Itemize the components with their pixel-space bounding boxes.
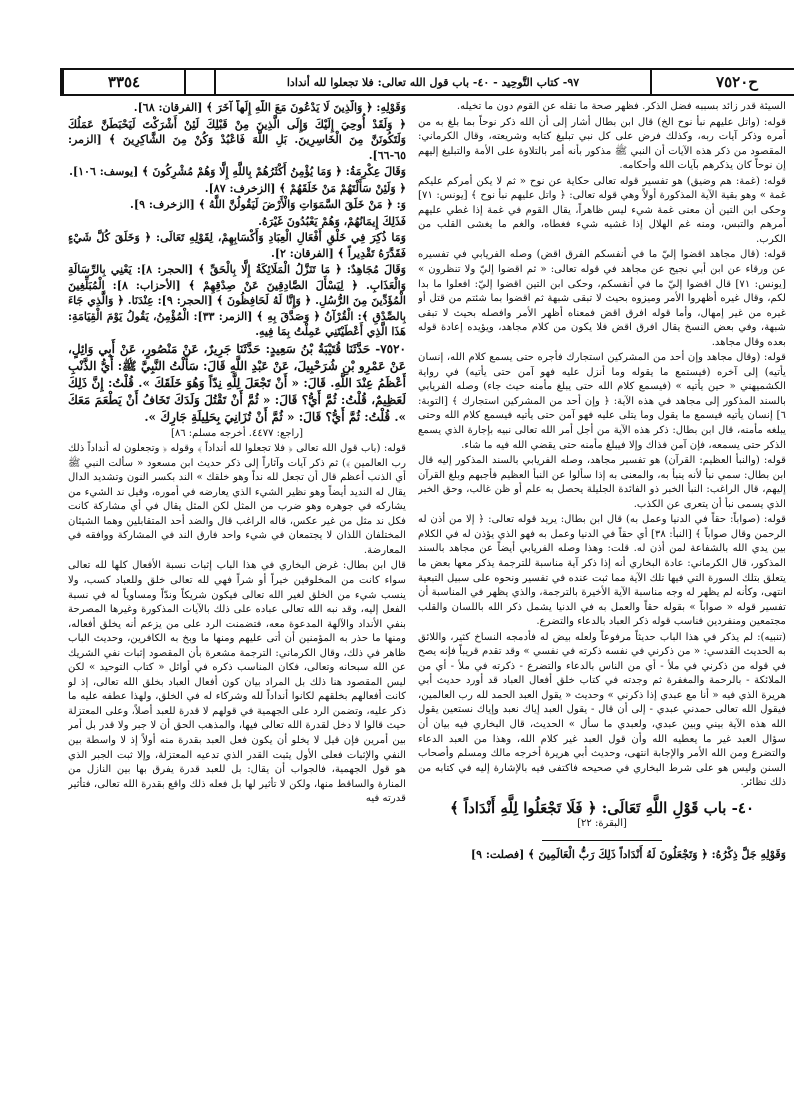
commentary-paragraph: (تنبيه): لم يذكر في هذا الباب حديثاً مرفوعاً ولعله بيض له فأدمجه النساخ كثير، واللائق به الحديث القدسي: « من ذكرني في نفسه ذكرته في نفسي » وقد تقدم قريباً فإنه يصح في قوله من ذكرني في ملأ - أي من الناس بالدعاء والتضرع - ذكرته في ملأ - أي من الملائكة - بالرحمة والمغفرة ثم وجدته في كتاب خلق أفعال العباد قد أورد حديث أبي هريرة الذي فيه « أنا مع عبدي إذا ذكرني » وحديث « يقول العبد الحمد لله رب العالمين، فيقول الله تعالى حمدني عبدي - إلى أن قال - يقول العبد إياك نعبد وإياك نستعين يقول الله هذه الآية بيني وبين عبدي، ولعبدي ما سأل » الحديث، قال البخاري فيه بيان أن سؤال العبد غير ما يعطيه الله وأن قول العبد غير كلام الله، وهذا من العبد الدعاء والتضرع ومن الله الأمر والإجابة انتهى، وحديث أبي هريرة أخرجه مالك ومسلم وأصحاب السنن وليس هو على شرط البخاري في صحيحه فاكتفى فيه بالإشارة إليه في كتابه من ذلك نظائر. xyxy=(418,631,786,789)
header-divider-cell xyxy=(184,70,214,94)
commentary-paragraph: قوله: (واتل عليهم نبأ نوح الخ) قال ابن بطال أشار إلى أن الله ذكر نوحاً بما بلغ به من أمره وذكر آيات ربه، وكذلك فرض على كل نبي تبليغ كتابه وشريعته، وقال الكرماني: المقصود من ذكر هذه الآيات أن النبي ﷺ مذكور بأنه أمر بالتلاوة على الأمة والتبليغ إليهم إن نوحاً كان يذكرهم بآيات الله وأحكامه. xyxy=(418,116,786,172)
commentary-paragraph: السيئة قدر زائد بسببه فضل الذكر. فظهر صحة ما نقله عن القوم دون ما تخيله. xyxy=(456,101,786,112)
commentary-paragraph: قوله: (والنبأ العظيم: القرآن) هو تفسير مجاهد، وصله الفريابي بالسند المذكور إليه قال ابن بطال: سمي نبأ لأنه ينبأ به، والمعنى به إذا سألوا عن النبأ العظيم فأجبهم وبلغ القرآن إليهم، قال الراغب: النبأ الخبر ذو الفائدة الجليلة يحصل به علم أو ظن غالب، وحق الخبر الذي يسمى نبأ أن يتعرى عن الكذب. xyxy=(418,455,786,510)
matn-verse: فَذَلِكَ إِيمَانُهُمْ، وَهُمْ يَعْبُدُونَ غَيْرَهُ. xyxy=(258,214,406,228)
commentary-paragraph: قوله: (باب قول الله تعالى ﴿ فلا تجعلوا لله أنداداً ﴾ وقوله ﴿ وتجعلون له أنداداً ذلك رب العالمين ﴾) ثم ذكر آيات وآثاراً إلى ذكر حديث ابن مسعود « سألت النبي ﷺ أي الذنب أعظم قال أن تجعل لله نداً وهو خلقك » الند بكسر النون وتشديد الدال يقال له النديد أيضاً وهو نظير الشيء الذي يعارضه في أموره، وقيل ند الشيء من يشاركه في جوهره وهو ضرب من المثل لكن المثل يقال في أي مشاركة كانت فكل ند مثل من غير عكس، قاله الراغب قال والضد أحد المتقابلين وهما الشيئان المختلفان اللذان لا يجتمعان في شيء واحد فارق الند في المشاركة ووافقه في المعارضة. xyxy=(68,443,406,556)
matn-verse: وَمَا ذُكِرَ فِي خَلْقِ أَفْعَالِ الْعِبَادِ وَأَكْسَابِهِمْ، لِقَوْلِهِ تَعَالَى: ﴿ وَخَلَقَ كُلَّ شَيْءٍ فَقَدَّرَهُ تَقْدِيراً ﴾ [الفرقان: ٢]. xyxy=(68,231,406,260)
matn-verse: وَقَالَ عِكْرِمَةُ: ﴿ وَمَا يُؤْمِنُ أَكْثَرُهُمْ بِاللَّهِ إِلَّا وَهُمْ مُشْرِكُونَ ﴾ [يوسف: ١٠٦]. xyxy=(69,165,406,178)
header-page-number: ٣٣٥٤ xyxy=(62,70,184,94)
hadith-text: ٧٥٢٠- حَدَّثَنَا قُتَيْبَةُ بْنُ سَعِيدٍ: حَدَّثَنَا جَرِيرٌ، عَنْ مَنْصُورٍ، عَنْ أَبِي وَائِلٍ، عَنْ عَمْرِو بْنِ شُرَحْبِيلَ، عَنْ عَبْدِ اللَّهِ قَالَ: سَأَلْتُ النَّبِيَّ ﷺ: أَيُّ الذَّنْبِ أَعْظَمُ عِنْدَ اللَّهِ. قَالَ: « أَنْ تَجْعَلَ لِلَّهِ نِدّاً وَهُوَ خَلَقَكَ ». قُلْتُ: إِنَّ ذَلِكَ لَعَظِيمٌ، قُلْتُ: ثُمَّ أَيُّ؟ قَالَ: « ثُمَّ أَنْ تَقْتُلَ وَلَدَكَ تَخَافُ أَنْ يَطْعَمَ مَعَكَ ». قُلْتُ: ثُمَّ أَيُّ؟ قَالَ: « ثُمَّ أَنْ تُزَانِيَ بِحَلِيلَةِ جَارِكَ ». xyxy=(68,341,406,424)
hadith-reference: [راجع: ٤٤٧٧. أخرجه مسلم: ٨٦] xyxy=(170,427,304,439)
commentary-paragraph: قوله: (غمة: هم وضيق) هو تفسير قوله تعالى حكاية عن نوح « ثم لا يكن أمركم عليكم غمة » وهو بقية الآية المذكورة أولاً وهي قوله تعالى: ﴿ واتل عليهم نبأ نوح ﴾ [يونس: ٧١] وحكى ابن التين أن معنى غمة شيء ليس ظاهراً، يقال القوم في غمة إذا غطي عليهم أمرهم والتبس، ومنه غم الهلال إذا غشيه شيء فغطاه، والغم ما يغشى القلب من الكرب. xyxy=(418,175,786,245)
commentary-paragraph: قوله: (قال مجاهد اقضوا إليّ ما في أنفسكم الفرق اقض) وصله الفريابي في تفسيره عن ورقاء عن ابن أبي نجيح عن مجاهد في قوله تعالى: « ثم اقضوا إليّ ولا تنظرون » [يونس: ٧١] قال اقضوا إليّ ما في أنفسكم، وحكى ابن التين اقضوا إليّ: افعلوا ما بدا لكم، وقال غيره أظهروا الأمر وميزوه بحيث لا تبقى شبهة ثم اقضوا بما شئتم من قتل أو غيره من غير إمهال، وأما قوله افرق اقض فمعناه أظهر الأمر وافصله بحيث لا تبقى شبهة، وفي بعض النسخ يقال افرق اقض فلا يكون من كلام مجاهد، ويؤيده إعادة قوله بعده وقال مجاهد. xyxy=(418,249,786,348)
matn-verse: وَ: ﴿ مَنْ خَلَقَ السَّمَوَاتِ وَالْأَرْضَ لَيَقُولُنَّ اللَّهُ ﴾ [الزخرف: ٩]. xyxy=(130,198,406,211)
header-hadith-range: ح٧٥٢٠ xyxy=(716,73,758,91)
matn-verse: ﴿ وَلَقَدْ أُوحِيَ إِلَيْكَ وَإِلَى الَّذِينَ مِنْ قَبْلِكَ لَئِنْ أَشْرَكْتَ لَيَحْبَطَنَّ عَمَلُكَ وَلَتَكُونَنَّ مِنَ الْخَاسِرِينَ. بَلِ اللَّهَ فَاعْبُدْ وَكُنْ مِنَ الشَّاكِرِينَ ﴾ [الزمر: ٦٥-٦٦]. xyxy=(68,117,406,162)
matn-verse: وَقَوْلِهِ: ﴿ وَالَّذِينَ لَا يَدْعُونَ مَعَ اللَّهِ إِلَهاً آخَرَ ﴾ [الفرقان: ٦٨]. xyxy=(133,101,406,114)
chapter-verse-reference: [البقرة: ٢٢] xyxy=(577,818,627,830)
chapter-verse-line: وَقَوْلِهِ جَلَّ ذِكْرُهُ: ﴿ وَتَجْعَلُونَ لَهُ أَنْدَاداً ذَلِكَ رَبُّ الْعَالَمِينَ ﴾ [فصلت: ٩] xyxy=(470,847,786,861)
header-title: ٩٧- كتاب التَّوحِيد - ٤٠- باب قول الله تعالى: فلا تجعلوا لله أندادا xyxy=(214,70,650,94)
matn-verse: ﴿ وَلَئِنْ سَأَلْتَهُمْ مَنْ خَلَقَهُمْ ﴾ [الزخرف: ٨٧]. xyxy=(204,181,406,195)
commentary-paragraph: قال ابن بطال: غرض البخاري في هذا الباب إثبات نسبة الأفعال كلها لله تعالى سواء كانت من المخلوقين خيراً أو شراً فهي لله تعالى خلق وللعباد كسب، ولا ينسب شيء من الخلق لغير الله تعالى فيكون شريكاً وندّاً ومساوياً له في نسبة الفعل إليه، وقد نبه الله تعالى عباده على ذلك بالآيات المذكورة وغيرها المصرحة بنفي الأنداد والآلهة المدعوة معه، فتضمنت الرد على من يزعم أنه يخلق أفعاله، ومنها ما حذر به المؤمنين أن أتى عليهم ومنها ما وبخ به الكافرين، وحديث الباب ظاهر في ذلك، وقال الكرماني: الترجمة مشعرة بأن المقصود إثبات نفي الشريك عن الله سبحانه وتعالى، فكان المناسب ذكره في أوائل « كتاب التوحيد » لكن ليس المقصود هنا ذلك بل المراد بيان كون أفعال العباد بخلق الله تعالى، إذ لو كانت أفعالهم بخلقهم لكانوا أنداداً لله وشركاء له في الخلق، ولهذا عطفه عليه ما ذكر عليه، وتضمن الرد على الجهمية في قولهم لا قدرة للعبد أصلاً، وعلى المعتزلة حيث قالوا لا دخل لقدرة الله تعالى فيها، والمذهب الحق أن لا جبر ولا قدر بل أمر بين أمرين فإن قيل لا يخلو أن يكون فعل العبد بقدرة منه أولاً إذ لا واسطة بين النفي والإثبات فعلى الأول يثبت القدر الذي تدعيه المعتزلة، وإلا ثبت الجبر الذي هو قول الجهمية، فالجواب أن يقال: بل للعبد قدرة يفرق بها بين النازل من المنارة والساقط منها، ولكن لا تأثير لها بل فعله ذلك واقع بقدرة الله تعالى، فتأثير قدرته فيه xyxy=(68,560,406,805)
commentary-paragraph: قوله: (صواباً: حقاً في الدنيا وعمل به) قال ابن بطال: يريد قوله تعالى: ﴿ إلا من أذن له الرحمن وقال صواباً ﴾ [النبأ: ٣٨] أي حقاً في الدنيا وعمل به فهو الذي يؤذن له في الكلام بين يدي الله بالشفاعة لمن أذن له. قلت: وهذا وصله الفريابي أيضاً عن مجاهد بالسند المذكور، قال الكرماني: عادة البخاري أنه إذا ذكر آية مناسبة للترجمة يذكر معها بعض ما يتعلق بتلك السورة التي فيها تلك الآية مما ثبت عنده في تفسير ونحوه على سبيل التبعية انتهى، وكأنه لم يظهر له وجه مناسبة الآية الأخيرة بالترجمة، والذي يظهر في المناسبة أن تفسير قوله « صواباً » بقوله حقاً والعمل به في الدنيا يشمل ذكر الله باللسان والقلب مجتمعين ومنفردين فناسب قوله ذكر العباد بالدعاء والتضرع. xyxy=(418,514,786,628)
chapter-heading: ٤٠- باب قَوْلِ اللَّهِ تَعَالَى: ﴿ فَلَا تَجْعَلُوا لِلَّهِ أَنْدَاداً ﴾ xyxy=(449,798,755,817)
page-header xyxy=(60,68,794,96)
chapter-divider xyxy=(542,840,662,841)
right-column xyxy=(418,100,786,1105)
left-column xyxy=(68,100,406,1105)
commentary-paragraph: قوله: (وقال مجاهد وإن أحد من المشركين استجارك فأجره حتى يسمع كلام الله، إنسان يأتيه) إلى آخره (فيستمع ما يقوله وما أنزل عليه فهو آمن حتى يأتيه) في رواية الكشميهني « حين يأتيه » (فيسمع كلام الله حتى يبلغ مأمنه حيث جاء) وصله الفريابي بالسند المذكور إلى مجاهد في هذه الآية: ﴿ وإن أحد من المشركين استجارك ﴾ [التوبة: ٦] إنسان يأتيه فيسمع ما يقول وما يتلى عليه فهو آمن حتى يأتيه فيسمع كلام الله وحتى يبلغه مأمنه، قال ابن بطال: ذكر هذه الآية من أجل أمر الله تعالى نبيه بإجارة الذي يسمع الذكر حتى يسمعه، فإن آمن فذاك وإلا فيبلغ مأمنه حتى يقضي الله فيه ما شاء. xyxy=(418,352,786,451)
header-divider-cell xyxy=(650,70,680,94)
matn-verse: وَقَالَ مُجَاهِدٌ: ﴿ مَا تَنَزَّلُ الْمَلَائِكَةُ إِلَّا بِالْحَقِّ ﴾ [الحجر: ٨]: يَعْنِي بِالرِّسَالَةِ وَالْعَذَابِ. ﴿ لِيَسْأَلَ الصَّادِقِينَ عَنْ صِدْقِهِمْ ﴾ [الأحزاب: ٨]: الْمُبَلِّغِينَ الْمُؤَدِّينَ مِنَ الرُّسُلِ. ﴿ وَإِنَّا لَهُ لَحَافِظُونَ ﴾ [الحجر: ٩]: عِنْدَنَا. ﴿ وَالَّذِي جَاءَ بِالصِّدْقِ ﴾: الْقُرْآنُ ﴿ وَصَدَّقَ بِهِ ﴾ [الزمر: ٣٣]: الْمُؤْمِنُ، يَقُولُ يَوْمَ الْقِيَامَةِ: هَذَا الَّذِي أَعْطَيْتَنِي عَمِلْتُ بِمَا فِيهِ. xyxy=(68,263,406,338)
